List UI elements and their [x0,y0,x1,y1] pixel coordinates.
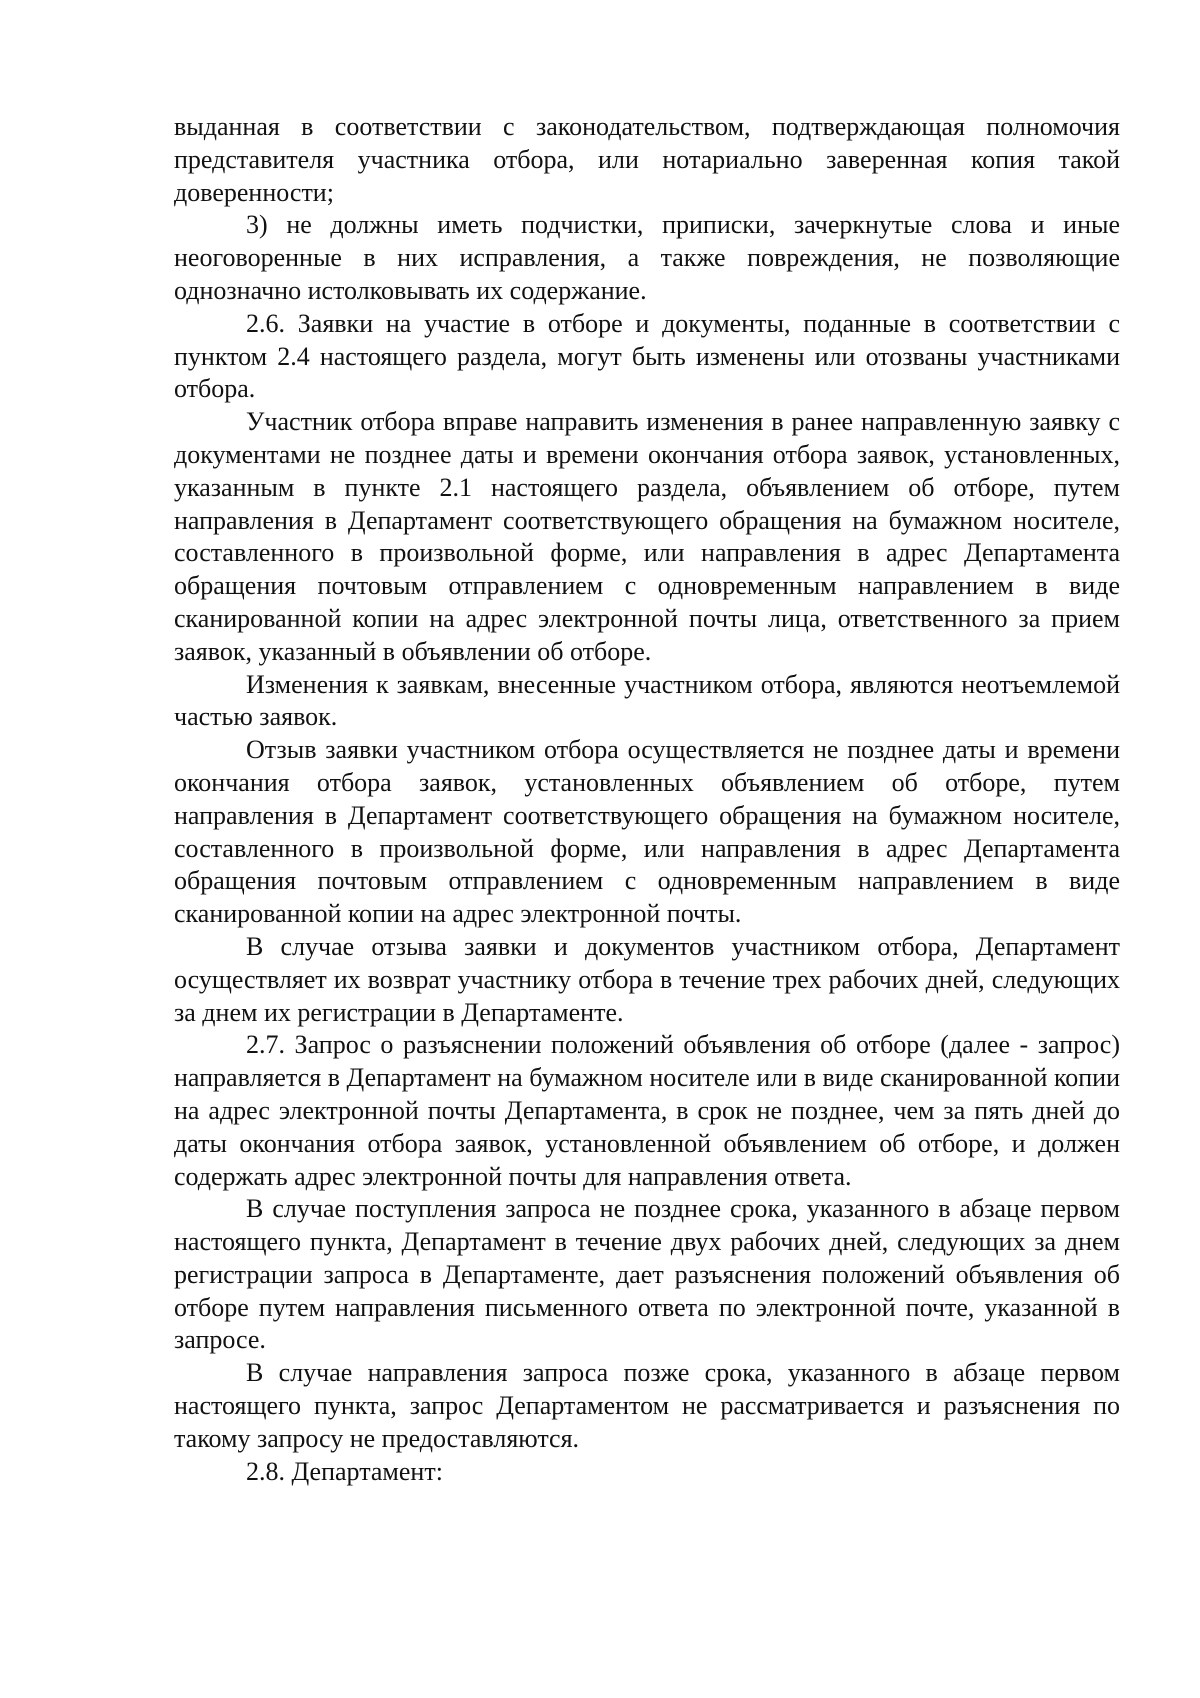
paragraph-changes-right: Участник отбора вправе направить изменения в ранее направленную заявку с документами не позднее даты и времени окончания отбора заявок, установленных, указанным в пункте 2.1 настоящего раздела, объявлением об отборе, путем направления в Департамент соответствующего обращения на бумажном носителе, составленного в произвольной форме, или направления в адрес Департамента обращения почтовым отправлением с одновременным направлением в виде сканированной копии на адрес электронной почты лица, ответственного за прием заявок, указанный в объявлении об отборе. [174,407,1120,666]
paragraph-request-answer: В случае поступления запроса не позднее срока, указанного в абзаце первом настоящего пункта, Департамент в течение двух рабочих дней, следующих за днем регистрации запроса в Департаменте, дает разъяснения положений объявления об отборе путем направления письменного ответа по электронной почте, указанной в запросе. [174,1194,1120,1355]
document-page [174,111,1120,1488]
paragraph-request-late: В случае направления запроса позже срока, указанного в абзаце первом настоящего пункта, запрос Департаментом не рассматривается и разъяснения по такому запросу не предоставляются. [174,1358,1120,1453]
paragraph-2-8: 2.8. Департамент: [246,1456,443,1486]
paragraph-withdrawal: Отзыв заявки участником отбора осуществляется не позднее даты и времени окончания отбора заявок, установленных объявлением об отборе, путем направления в Департамент соответствующего обращения на бумажном носителе, составленного в произвольной форме, или направления в адрес Департамента обращения почтовым отправлением с одновременным направлением в виде сканированной копии на адрес электронной почты. [174,735,1120,929]
paragraph-item-3: 3) не должны иметь подчистки, приписки, зачеркнутые слова и иные неоговоренные в них исправления, а также повреждения, не позволяющие однозначно истолковывать их содержание. [174,210,1120,305]
paragraph-changes-part: Изменения к заявкам, внесенные участником отбора, являются неотъемлемой частью заявок. [174,669,1120,732]
paragraph-withdrawal-return: В случае отзыва заявки и документов участником отбора, Департамент осуществляет их возврат участнику отбора в течение трех рабочих дней, следующих за днем их регистрации в Департаменте. [174,931,1120,1027]
paragraph-continuation: выданная в соответствии с законодательством, подтверждающая полномочия представителя участника отбора, или нотариально заверенная копия такой доверенности; [174,112,1120,207]
paragraph-2-7: 2.7. Запрос о разъяснении положений объявления об отборе (далее - запрос) направляется в Департамент на бумажном носителе или в виде сканированной копии на адрес электронной почты Департамента, в срок не позднее, чем за пять дней до даты окончания отбора заявок, установленной объявлением об отборе, и должен содержать адрес электронной почты для направления ответа. [174,1030,1120,1191]
paragraph-2-6: 2.6. Заявки на участие в отборе и документы, поданные в соответствии с пунктом 2.4 настоящего раздела, могут быть изменены или отозваны участниками отбора. [174,308,1120,404]
